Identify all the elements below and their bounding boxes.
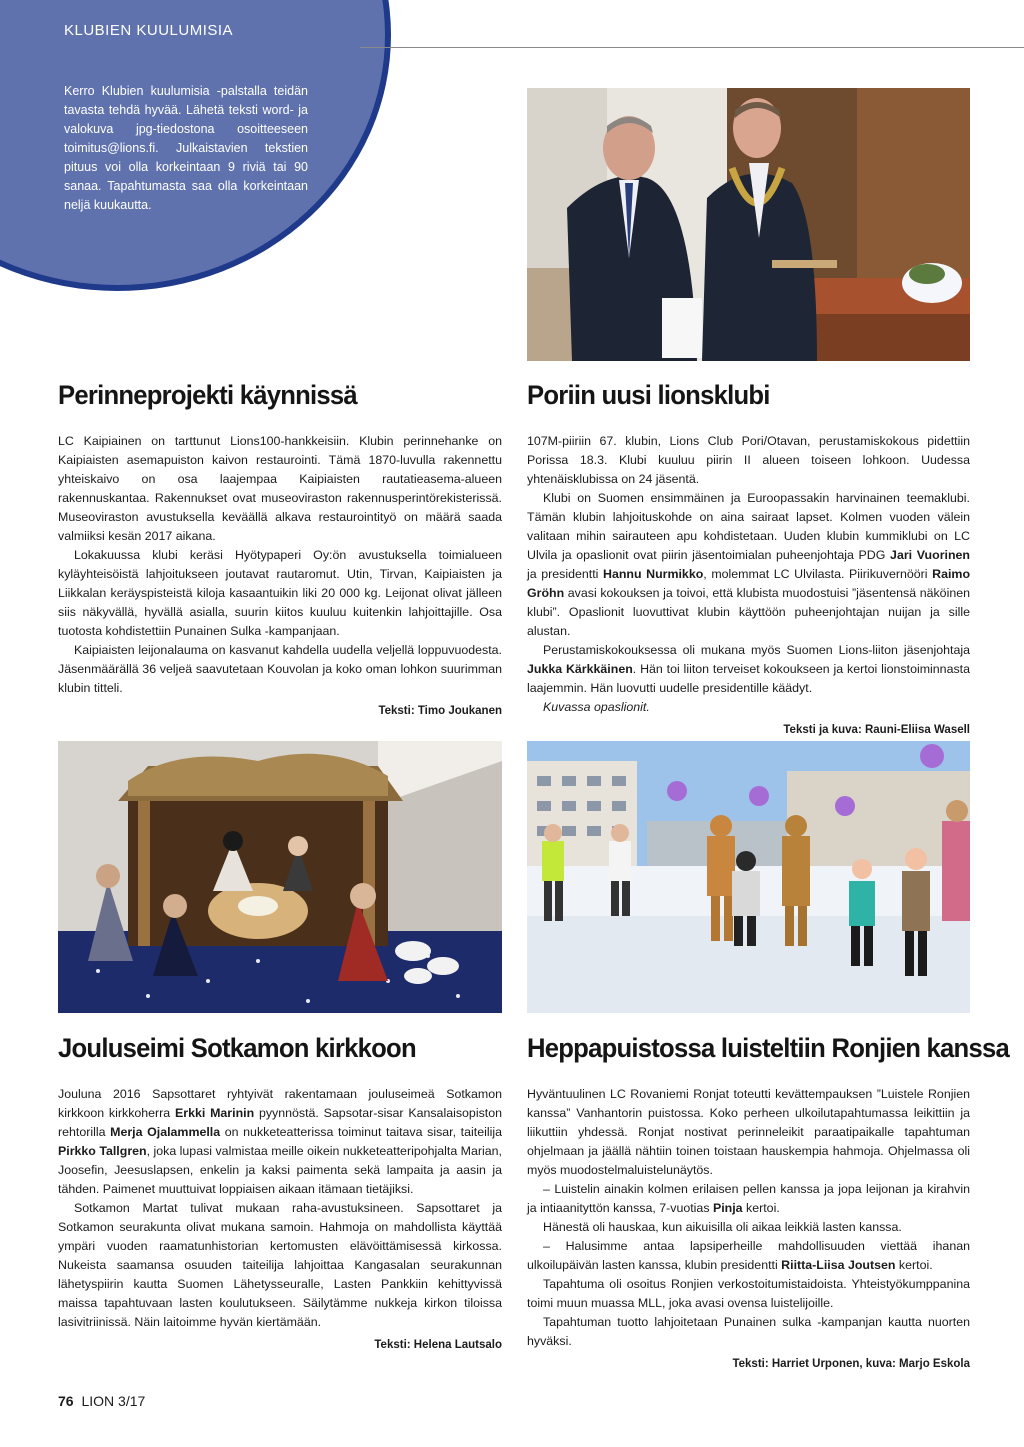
person-name: Raimo Gröhn [527,567,971,600]
issue-number: 3/17 [118,1393,146,1409]
paragraph: LC Kaipiainen on tarttunut Lions100-hankkeisiin. Klubin perinnehanke on Kaipiaisten asemapuiston kaivon restaurointi. Tämä 1870-luvulla rakennettu yhteiskaivo on osa laajempaa Kaipiaisten rautatieasema-alueen rakennuskantaa. Rakennukset ovat museoviraston rakennusperintörekisterissä. Museoviraston avustuksella keväällä alkava restaurointityö on määrä saada valmiiksi kesän 2017 aikana. [58,434,502,543]
header-rule [360,47,1024,48]
paragraph: Sotkamon Martat tulivat mukaan raha-avustuksineen. Sapsottaret ja Sotkamon seurakunta olivat mukana samoin. Hahmoja on mahdollista käyttää ympäri vuoden raamatunhistorian kertomusten elävöittämisessä kirkossa. Nukeista saamansa osuuden taiteilija lahjoittaa Kangasalan seurakunnan lähetyspiirin kautta Suomen Lähetysseuralle, Lasten Pankkiin kehittyvissä maissa tapahtuvaan lasten koulutukseen. Säilytämme nukkeja kirkon tiloissa lasivitriinissä. Näin laitoimme hyvän kiertämään. [58,1201,502,1329]
article-jouluseimi [58,1085,502,1355]
headline-heppapuisto: Heppapuistossa luisteltiin Ronjien kanssa [527,1033,1009,1063]
headline-pori: Poriin uusi lionsklubi [527,380,770,410]
page-footer [58,1393,145,1409]
byline: Teksti: Helena Lautsalo [374,1339,502,1351]
headline-perinneprojekti: Perinneprojekti käynnissä [58,380,357,410]
paragraph: Lokakuussa klubi keräsi Hyötypaperi Oy:ön avustuksella toimialueen kyläyhteisöistä lahjoitukseen joutavat rautaromut. Utin, Tirvan, Kaipiaisten ja Liikkalan keräyspisteistä kiloja kasaantuikin liki 20 000 kg. Leijonat olivat jälleen siis näkyvällä, hyvällä asialla, suurin kiitos kuuluu kuitenkin lahjoittajille. Osa tuotosta kohdistettiin Punainen Sulka -kampanjaan. [58,548,502,638]
person-name: Pirkko Tallgren [58,1144,147,1158]
article-pori [527,432,970,740]
person-name: Riitta-Liisa Joutsen [781,1258,896,1272]
byline: Teksti: Harriet Urponen, kuva: Marjo Eskola [732,1358,970,1370]
paragraph: Perustamiskokouksessa oli mukana myös Suomen Lions-liiton jäsenjohtaja Jukka Kärkkäinen. Hän toi liiton terveiset kokoukseen ja kertoi lionstoiminnasta laajemmin. Hän luovutti uudelle presidentille käädyt. [527,643,970,695]
person-name: Hannu Nurmikko [603,567,704,581]
byline: Teksti ja kuva: Rauni-Eliisa Wasell [783,724,970,736]
byline: Teksti: Timo Joukanen [378,705,502,717]
person-name: Jukka Kärkkäinen [527,662,633,676]
person-name: Erkki Marinin [175,1106,255,1120]
submission-instructions: Kerro Klubien kuulumisia -palstalla teidän tavasta tehdä hyvää. Lähetä teksti word- ja valokuva jpg-tiedostona osoitteeseen toimitus@lions.fi. Julkaistavien tekstien pituus voi olla korkeintaan 9 riviä tai 90 sanaa. Tapahtumasta saa olla korkeintaan neljä kuukautta. [64,84,308,212]
article-perinneprojekti [58,432,502,721]
magazine-name: LION [81,1393,115,1409]
headline-jouluseimi: Jouluseimi Sotkamon kirkkoon [58,1033,416,1063]
paragraph: Kaipiaisten leijonalauma on kasvanut kahdella uudella veljellä loppuvuodesta. Jäsenmäärällä 36 veljeä saavutetaan Kouvolan ja koko oman lohkon suurimman klubin titteli. [58,643,502,695]
person-name: Jari Vuorinen [890,548,970,562]
paragraph: – Luistelin ainakin kolmen erilaisen pellen kanssa ja jopa leijonan ja kirahvin ja intiaanityttön kanssa, 7-vuotias Pinja kertoi. [527,1182,970,1215]
paragraph: Hyväntuulinen LC Rovaniemi Ronjat toteutti kevättempauksen ”Luistele Ronjien kanssa” Vanhantorin puistossa. Koko perheen ulkoilutapahtumassa leikittiin ja liikuttiin yhdessä. Ronjat nostivat perinneleikit paraatipaikalle tapahtuman ohjelmaan ja jäällä nähtiin toinen toistaan hauskempia hahmoja. Ohjelmassa oli myös muodostelmaluistelunäytös. [527,1087,970,1177]
paragraph: 107M-piiriin 67. klubin, Lions Club Pori/Otavan, perustamiskokous pidettiin Porissa 18.3. Klubi kuuluu piirin II alueen toiseen lohkoon. Uudessa yhtenäisklubissa on 24 jäsentä. [527,434,970,486]
paragraph: Hänestä oli hauskaa, kun aikuisilla oli aikaa leikkiä lasten kanssa. [543,1220,902,1234]
person-name: Pinja [712,1201,743,1215]
article-heppapuisto [527,1085,970,1374]
paragraph: – Halusimme antaa lapsiperheille mahdollisuuden viettää ihanan ulkoilupäivän lasten kanssa, klubin presidentti Riitta-Liisa Joutsen kertoi. [527,1239,970,1272]
photo-jouluseimi [58,741,502,1013]
section-label: KLUBIEN KUULUMISIA [64,22,234,39]
photo-opaslionit [527,88,970,361]
paragraph: Tapahtuma oli osoitus Ronjien verkostoitumistaidoista. Yhteistyökumppanina toimi muun muassa MLL, joka avasi ovensa luistelijoille. [527,1277,970,1310]
paragraph: Jouluna 2016 Sapsottaret ryhtyivät rakentamaan jouluseimeä Sotkamon kirkkoon kirkkoherra Erkki Marinin pyynnöstä. Sapsotar-sisar Kansalaisopiston rehtorilla Merja Ojalammella on nukketeatterissa toiminut taitava sisar, taiteilija Pirkko Tallgren, joka lupasi valmistaa meille oikein nukketeatteripohjalta Marian, Joosefin, Jeesuslapsen, enkelin ja kaksi paimenta sekä lampaita ja aasin ja tähden. Paimenet muuttuivat loppiaisen aikaan itämaan tietäjiksi. [58,1087,502,1196]
paragraph: Tapahtuman tuotto lahjoitetaan Punainen sulka -kampanjan kautta nuorten hyväksi. [527,1315,970,1348]
paragraph: Klubi on Suomen ensimmäinen ja Euroopassakin harvinainen teemaklubi. Tämän klubin lahjoituskohde on aina sairaat lapset. Kolmen vuoden välein valitaan mihin sairauteen apu kohdistetaan. Uuden klubin kummiklubi on LC Ulvila ja opaslionit ovat piirin jäsentoimialan puheenjohtaja PDG Jari Vuorinen ja presidentti Hannu Nurmikko, molemmat LC Ulvilasta. Piirikuvernööri Raimo Gröhn avasi kokouksen ja toivoi, että klubista muodostuisi ”jäsentensä näköinen klubi”. Opaslionit luovuttivat klubin käyttöön puheenjohtajan nuijan ja sille alustan. [527,491,971,638]
page-number: 76 [58,1393,74,1409]
photo-caption: Kuvassa opaslionit. [543,700,650,714]
person-name: Merja Ojalammella [110,1125,221,1139]
photo-luistelu [527,741,970,1013]
